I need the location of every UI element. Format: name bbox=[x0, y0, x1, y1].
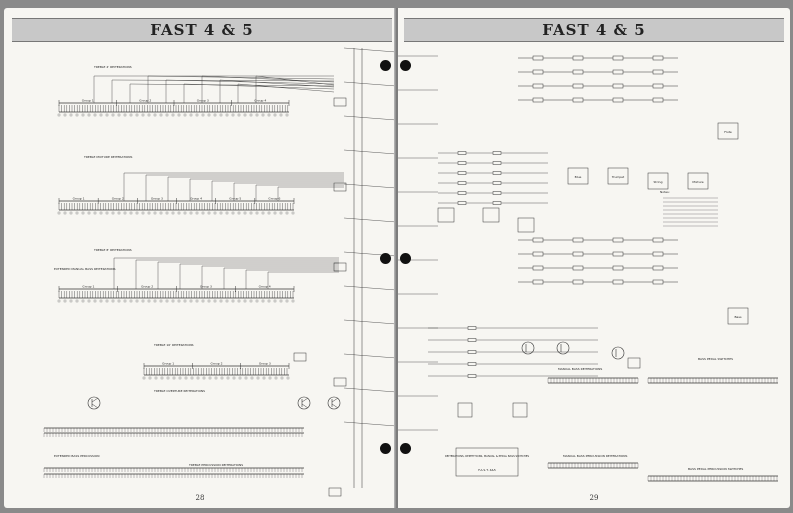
resistor bbox=[533, 252, 543, 256]
terminal-pad bbox=[64, 212, 66, 214]
terminal-pad bbox=[94, 212, 96, 214]
terminal-pad bbox=[178, 114, 180, 116]
resistor bbox=[533, 98, 543, 102]
terminal-pad bbox=[64, 114, 66, 116]
terminal-pad bbox=[226, 212, 228, 214]
terminal-pad bbox=[76, 300, 78, 302]
feed-wire bbox=[202, 76, 334, 82]
terminal-pad bbox=[178, 212, 180, 214]
group-label: Group 1 bbox=[162, 361, 175, 366]
title-block-text: REITERATIONS, REPETITIONS, MANUAL & PEDAL BASS SWITCHES bbox=[444, 455, 530, 458]
notes-title: Notes: bbox=[660, 190, 670, 194]
terminal-pad bbox=[292, 300, 294, 302]
resistor bbox=[458, 192, 466, 195]
group-label: Group 1 bbox=[82, 284, 95, 289]
terminal-pad bbox=[233, 377, 235, 379]
terminal-pad bbox=[94, 114, 96, 116]
resistor bbox=[468, 351, 476, 354]
component-box bbox=[513, 403, 527, 417]
component-box bbox=[438, 208, 454, 222]
terminal-pad bbox=[208, 114, 210, 116]
section-heading: MANUAL BASS REITERATIONS bbox=[558, 367, 603, 371]
resistor bbox=[533, 266, 543, 270]
resistor bbox=[458, 182, 466, 185]
terminal-pad bbox=[100, 300, 102, 302]
binder-hole-5 bbox=[380, 443, 391, 454]
terminal-pad bbox=[269, 377, 271, 379]
terminal-pad bbox=[160, 212, 162, 214]
trunk-wire bbox=[344, 286, 396, 290]
feed-wire bbox=[238, 84, 334, 92]
filter-block-label: Blue bbox=[574, 175, 582, 179]
left-page bbox=[4, 8, 396, 508]
terminal-pad bbox=[160, 114, 162, 116]
trunk-wire bbox=[344, 184, 396, 188]
terminal-pad bbox=[256, 114, 258, 116]
transistor-collector bbox=[302, 398, 308, 402]
terminal-pad bbox=[154, 300, 156, 302]
terminal-pad bbox=[232, 300, 234, 302]
terminal-pad bbox=[220, 114, 222, 116]
terminal-pad bbox=[251, 377, 253, 379]
trunk-wire bbox=[344, 320, 396, 324]
terminal-pad bbox=[88, 114, 90, 116]
terminal-pad bbox=[286, 114, 288, 116]
filter-block-label: Mixture bbox=[692, 180, 704, 184]
trunk-wire bbox=[344, 82, 396, 86]
terminal-pad bbox=[257, 377, 259, 379]
terminal-pad bbox=[124, 114, 126, 116]
resistor bbox=[458, 172, 466, 175]
resistor bbox=[613, 70, 623, 74]
resistor bbox=[533, 280, 543, 284]
terminal-pad bbox=[130, 300, 132, 302]
terminal-pad bbox=[148, 212, 150, 214]
terminal-pad bbox=[227, 377, 229, 379]
trunk-wire bbox=[344, 422, 396, 426]
terminal-pad bbox=[245, 377, 247, 379]
terminal-pad bbox=[221, 377, 223, 379]
terminal-pad bbox=[280, 300, 282, 302]
resistor bbox=[613, 252, 623, 256]
terminal-pad bbox=[202, 212, 204, 214]
terminal-pad bbox=[214, 212, 216, 214]
terminal-pad bbox=[112, 114, 114, 116]
terminal-pad bbox=[214, 114, 216, 116]
filter-block-label: String bbox=[653, 180, 663, 184]
resistor bbox=[468, 363, 476, 366]
right-page-title: FAST 4 & 5 bbox=[542, 21, 646, 39]
terminal-pad bbox=[256, 300, 258, 302]
resistor bbox=[573, 56, 583, 60]
component-box bbox=[458, 403, 472, 417]
group-label: Group 1 bbox=[72, 196, 85, 201]
terminal-pad bbox=[143, 377, 145, 379]
resistor bbox=[493, 202, 501, 205]
group-label: Group 4 bbox=[258, 284, 271, 289]
terminal-pad bbox=[82, 300, 84, 302]
trunk-wire bbox=[344, 150, 396, 154]
section-heading: BASS PEDAL PERCUSSION SWITCHES bbox=[688, 467, 744, 471]
terminal-pad bbox=[178, 300, 180, 302]
terminal-pad bbox=[130, 114, 132, 116]
transistor-symbol bbox=[557, 342, 569, 354]
terminal-pad bbox=[226, 114, 228, 116]
trunk-wire bbox=[344, 48, 396, 52]
terminal-pad bbox=[203, 377, 205, 379]
terminal-pad bbox=[280, 114, 282, 116]
section-heading: EXTENDED BASS PERCUSSION bbox=[54, 454, 100, 458]
resistor bbox=[573, 238, 583, 242]
terminal-pad bbox=[70, 300, 72, 302]
resistor bbox=[533, 238, 543, 242]
binder-hole-3 bbox=[380, 253, 391, 264]
resistor bbox=[533, 84, 543, 88]
terminal-pad bbox=[130, 212, 132, 214]
terminal-pad bbox=[100, 212, 102, 214]
left-page-number: 28 bbox=[195, 494, 205, 502]
terminal-pad bbox=[82, 212, 84, 214]
resistor bbox=[653, 98, 663, 102]
resistor bbox=[613, 280, 623, 284]
section-heading: TREBLE 4' REITERATIONS bbox=[94, 65, 132, 69]
section-heading: TREBLE MIXTURE REITERATIONS bbox=[84, 155, 133, 159]
terminal-pad bbox=[238, 212, 240, 214]
terminal-pad bbox=[179, 377, 181, 379]
section-heading: TREBLE 8' REITERATIONS bbox=[94, 248, 132, 252]
transistor-emitter bbox=[302, 404, 308, 408]
terminal-pad bbox=[58, 114, 60, 116]
terminal-pad bbox=[136, 300, 138, 302]
resistor bbox=[573, 98, 583, 102]
terminal-pad bbox=[172, 300, 174, 302]
terminal-pad bbox=[239, 377, 241, 379]
filter-block-label: Flute bbox=[724, 130, 732, 134]
binder-hole-2 bbox=[400, 60, 411, 71]
group-label: Group 2 bbox=[139, 98, 152, 103]
terminal-pad bbox=[184, 114, 186, 116]
terminal-pad bbox=[220, 300, 222, 302]
transistor-symbol bbox=[612, 347, 624, 359]
terminal-pad bbox=[244, 114, 246, 116]
terminal-pad bbox=[148, 114, 150, 116]
terminal-pad bbox=[76, 114, 78, 116]
terminal-pad bbox=[190, 212, 192, 214]
terminal-pad bbox=[286, 300, 288, 302]
terminal-pad bbox=[136, 212, 138, 214]
terminal-pad bbox=[94, 300, 96, 302]
terminal-pad bbox=[250, 114, 252, 116]
resistor bbox=[493, 172, 501, 175]
terminal-pad bbox=[184, 300, 186, 302]
section-heading: TREBLE PERCUSSION REITERATIONS bbox=[189, 463, 244, 467]
terminal-pad bbox=[112, 300, 114, 302]
group-label: Group 2 bbox=[141, 284, 154, 289]
feed-wire bbox=[256, 76, 334, 85]
terminal-pad bbox=[202, 300, 204, 302]
terminal-pad bbox=[191, 377, 193, 379]
feed-wire bbox=[184, 84, 334, 89]
component-box bbox=[483, 208, 499, 222]
section-heading: MANUAL BASS PERCUSSION REITERATIONS bbox=[563, 454, 628, 458]
terminal-pad bbox=[142, 114, 144, 116]
terminal-pad bbox=[88, 300, 90, 302]
section-heading: TREBLE 16' REITERATIONS bbox=[154, 343, 194, 347]
group-label: Group 1 bbox=[81, 98, 94, 103]
component-box bbox=[628, 358, 640, 368]
trunk-wire bbox=[344, 354, 396, 358]
terminal-pad bbox=[226, 300, 228, 302]
group-label: Group 2 bbox=[111, 196, 124, 201]
trunk-wire bbox=[344, 388, 396, 392]
transistor-emitter bbox=[92, 404, 98, 408]
resistor bbox=[468, 327, 476, 330]
terminal-pad bbox=[209, 377, 211, 379]
terminal-pad bbox=[244, 300, 246, 302]
terminal-pad bbox=[118, 300, 120, 302]
section-heading: TREBLE OVERTURE REITERATIONS bbox=[154, 389, 206, 393]
transistor-symbol bbox=[298, 397, 310, 409]
terminal-pad bbox=[287, 377, 289, 379]
filter-block-label: Trumpet bbox=[611, 175, 625, 179]
group-label: Group 4 bbox=[254, 98, 267, 103]
terminal-pad bbox=[118, 212, 120, 214]
terminal-pad bbox=[232, 114, 234, 116]
terminal-pad bbox=[136, 114, 138, 116]
resistor bbox=[653, 238, 663, 242]
terminal-pad bbox=[286, 212, 288, 214]
terminal-pad bbox=[208, 300, 210, 302]
terminal-pad bbox=[58, 212, 60, 214]
resistor bbox=[653, 252, 663, 256]
terminal-pad bbox=[281, 377, 283, 379]
terminal-pad bbox=[274, 212, 276, 214]
terminal-pad bbox=[292, 212, 294, 214]
terminal-pad bbox=[154, 114, 156, 116]
group-label: Group 6 bbox=[268, 196, 281, 201]
binder-hole-4 bbox=[400, 253, 411, 264]
terminal-pad bbox=[149, 377, 151, 379]
transistor-collector bbox=[332, 398, 338, 402]
terminal-pad bbox=[166, 300, 168, 302]
terminal-pad bbox=[148, 300, 150, 302]
resistor bbox=[573, 70, 583, 74]
resistor bbox=[468, 339, 476, 342]
terminal-pad bbox=[262, 300, 264, 302]
group-label: Group 3 bbox=[150, 196, 163, 201]
terminal-pad bbox=[196, 300, 198, 302]
terminal-pad bbox=[196, 212, 198, 214]
component-box bbox=[334, 98, 346, 106]
terminal-pad bbox=[58, 300, 60, 302]
terminal-pad bbox=[263, 377, 265, 379]
resistor bbox=[613, 266, 623, 270]
terminal-pad bbox=[166, 212, 168, 214]
right-schematic bbox=[398, 8, 790, 508]
terminal-pad bbox=[256, 212, 258, 214]
terminal-pad bbox=[262, 114, 264, 116]
terminal-pad bbox=[202, 114, 204, 116]
resistor bbox=[458, 152, 466, 155]
title-block-code: F.A.S.T. 4&5 bbox=[478, 468, 496, 472]
resistor bbox=[613, 56, 623, 60]
terminal-pad bbox=[250, 212, 252, 214]
resistor bbox=[493, 192, 501, 195]
terminal-pad bbox=[244, 212, 246, 214]
terminal-pad bbox=[196, 114, 198, 116]
terminal-pad bbox=[142, 300, 144, 302]
terminal-pad bbox=[268, 114, 270, 116]
group-label: Group 2 bbox=[210, 361, 223, 366]
group-label: Group 4 bbox=[190, 196, 203, 201]
terminal-pad bbox=[190, 300, 192, 302]
terminal-pad bbox=[166, 114, 168, 116]
terminal-pad bbox=[82, 114, 84, 116]
transistor-collector bbox=[92, 398, 98, 402]
section-heading: BASS PEDAL SWITCHES bbox=[698, 357, 734, 361]
terminal-pad bbox=[220, 212, 222, 214]
terminal-pad bbox=[238, 114, 240, 116]
terminal-pad bbox=[262, 212, 264, 214]
terminal-pad bbox=[161, 377, 163, 379]
transistor-symbol bbox=[328, 397, 340, 409]
resistor bbox=[613, 84, 623, 88]
terminal-pad bbox=[88, 212, 90, 214]
trunk-wire bbox=[344, 218, 396, 222]
trunk-wire bbox=[344, 116, 396, 120]
right-page-number: 29 bbox=[589, 494, 599, 502]
terminal-pad bbox=[124, 212, 126, 214]
terminal-pad bbox=[172, 114, 174, 116]
resistor bbox=[653, 266, 663, 270]
resistor bbox=[653, 70, 663, 74]
terminal-pad bbox=[76, 212, 78, 214]
terminal-pad bbox=[70, 212, 72, 214]
feed-wire bbox=[148, 76, 334, 79]
terminal-pad bbox=[268, 300, 270, 302]
terminal-pad bbox=[274, 114, 276, 116]
resistor bbox=[613, 98, 623, 102]
terminal-pad bbox=[214, 300, 216, 302]
resistor bbox=[493, 162, 501, 165]
terminal-pad bbox=[154, 212, 156, 214]
terminal-pad bbox=[190, 114, 192, 116]
transistor-symbol bbox=[88, 397, 100, 409]
resistor bbox=[653, 84, 663, 88]
terminal-pad bbox=[118, 114, 120, 116]
filter-block-label: Bass bbox=[734, 315, 742, 319]
terminal-pad bbox=[64, 300, 66, 302]
section-heading: EXTENDED MANUAL BASS REITERATIONS bbox=[54, 267, 116, 271]
transistor-symbol bbox=[522, 342, 534, 354]
resistor bbox=[573, 252, 583, 256]
terminal-pad bbox=[172, 212, 174, 214]
transistor-emitter bbox=[332, 404, 338, 408]
resistor bbox=[573, 84, 583, 88]
terminal-pad bbox=[208, 212, 210, 214]
terminal-pad bbox=[274, 300, 276, 302]
terminal-pad bbox=[275, 377, 277, 379]
terminal-pad bbox=[100, 114, 102, 116]
resistor bbox=[533, 56, 543, 60]
resistor bbox=[533, 70, 543, 74]
group-label: Group 3 bbox=[258, 361, 271, 366]
terminal-pad bbox=[197, 377, 199, 379]
terminal-pad bbox=[155, 377, 157, 379]
group-label: Group 3 bbox=[196, 98, 209, 103]
terminal-pad bbox=[268, 212, 270, 214]
resistor bbox=[493, 152, 501, 155]
resistor bbox=[613, 238, 623, 242]
resistor bbox=[468, 375, 476, 378]
terminal-pad bbox=[250, 300, 252, 302]
resistor bbox=[653, 280, 663, 284]
terminal-pad bbox=[238, 300, 240, 302]
terminal-pad bbox=[160, 300, 162, 302]
terminal-pad bbox=[106, 300, 108, 302]
terminal-pad bbox=[142, 212, 144, 214]
group-label: Group 5 bbox=[229, 196, 242, 201]
terminal-pad bbox=[185, 377, 187, 379]
terminal-pad bbox=[70, 114, 72, 116]
terminal-pad bbox=[215, 377, 217, 379]
terminal-pad bbox=[112, 212, 114, 214]
group-label: Group 3 bbox=[199, 284, 212, 289]
resistor bbox=[458, 162, 466, 165]
left-schematic bbox=[4, 8, 396, 508]
resistor bbox=[573, 266, 583, 270]
resistor bbox=[458, 202, 466, 205]
terminal-pad bbox=[173, 377, 175, 379]
resistor bbox=[573, 280, 583, 284]
terminal-pad bbox=[280, 212, 282, 214]
terminal-pad bbox=[167, 377, 169, 379]
terminal-pad bbox=[184, 212, 186, 214]
binder-hole-6 bbox=[400, 443, 411, 454]
right-page bbox=[398, 8, 790, 508]
component-box bbox=[518, 218, 534, 232]
terminal-pad bbox=[106, 212, 108, 214]
resistor bbox=[653, 56, 663, 60]
binder-hole-1 bbox=[380, 60, 391, 71]
component-box bbox=[334, 378, 346, 386]
left-page-title: FAST 4 & 5 bbox=[150, 21, 254, 39]
resistor bbox=[493, 182, 501, 185]
terminal-pad bbox=[124, 300, 126, 302]
terminal-pad bbox=[106, 114, 108, 116]
terminal-pad bbox=[232, 212, 234, 214]
component-box bbox=[294, 353, 306, 361]
